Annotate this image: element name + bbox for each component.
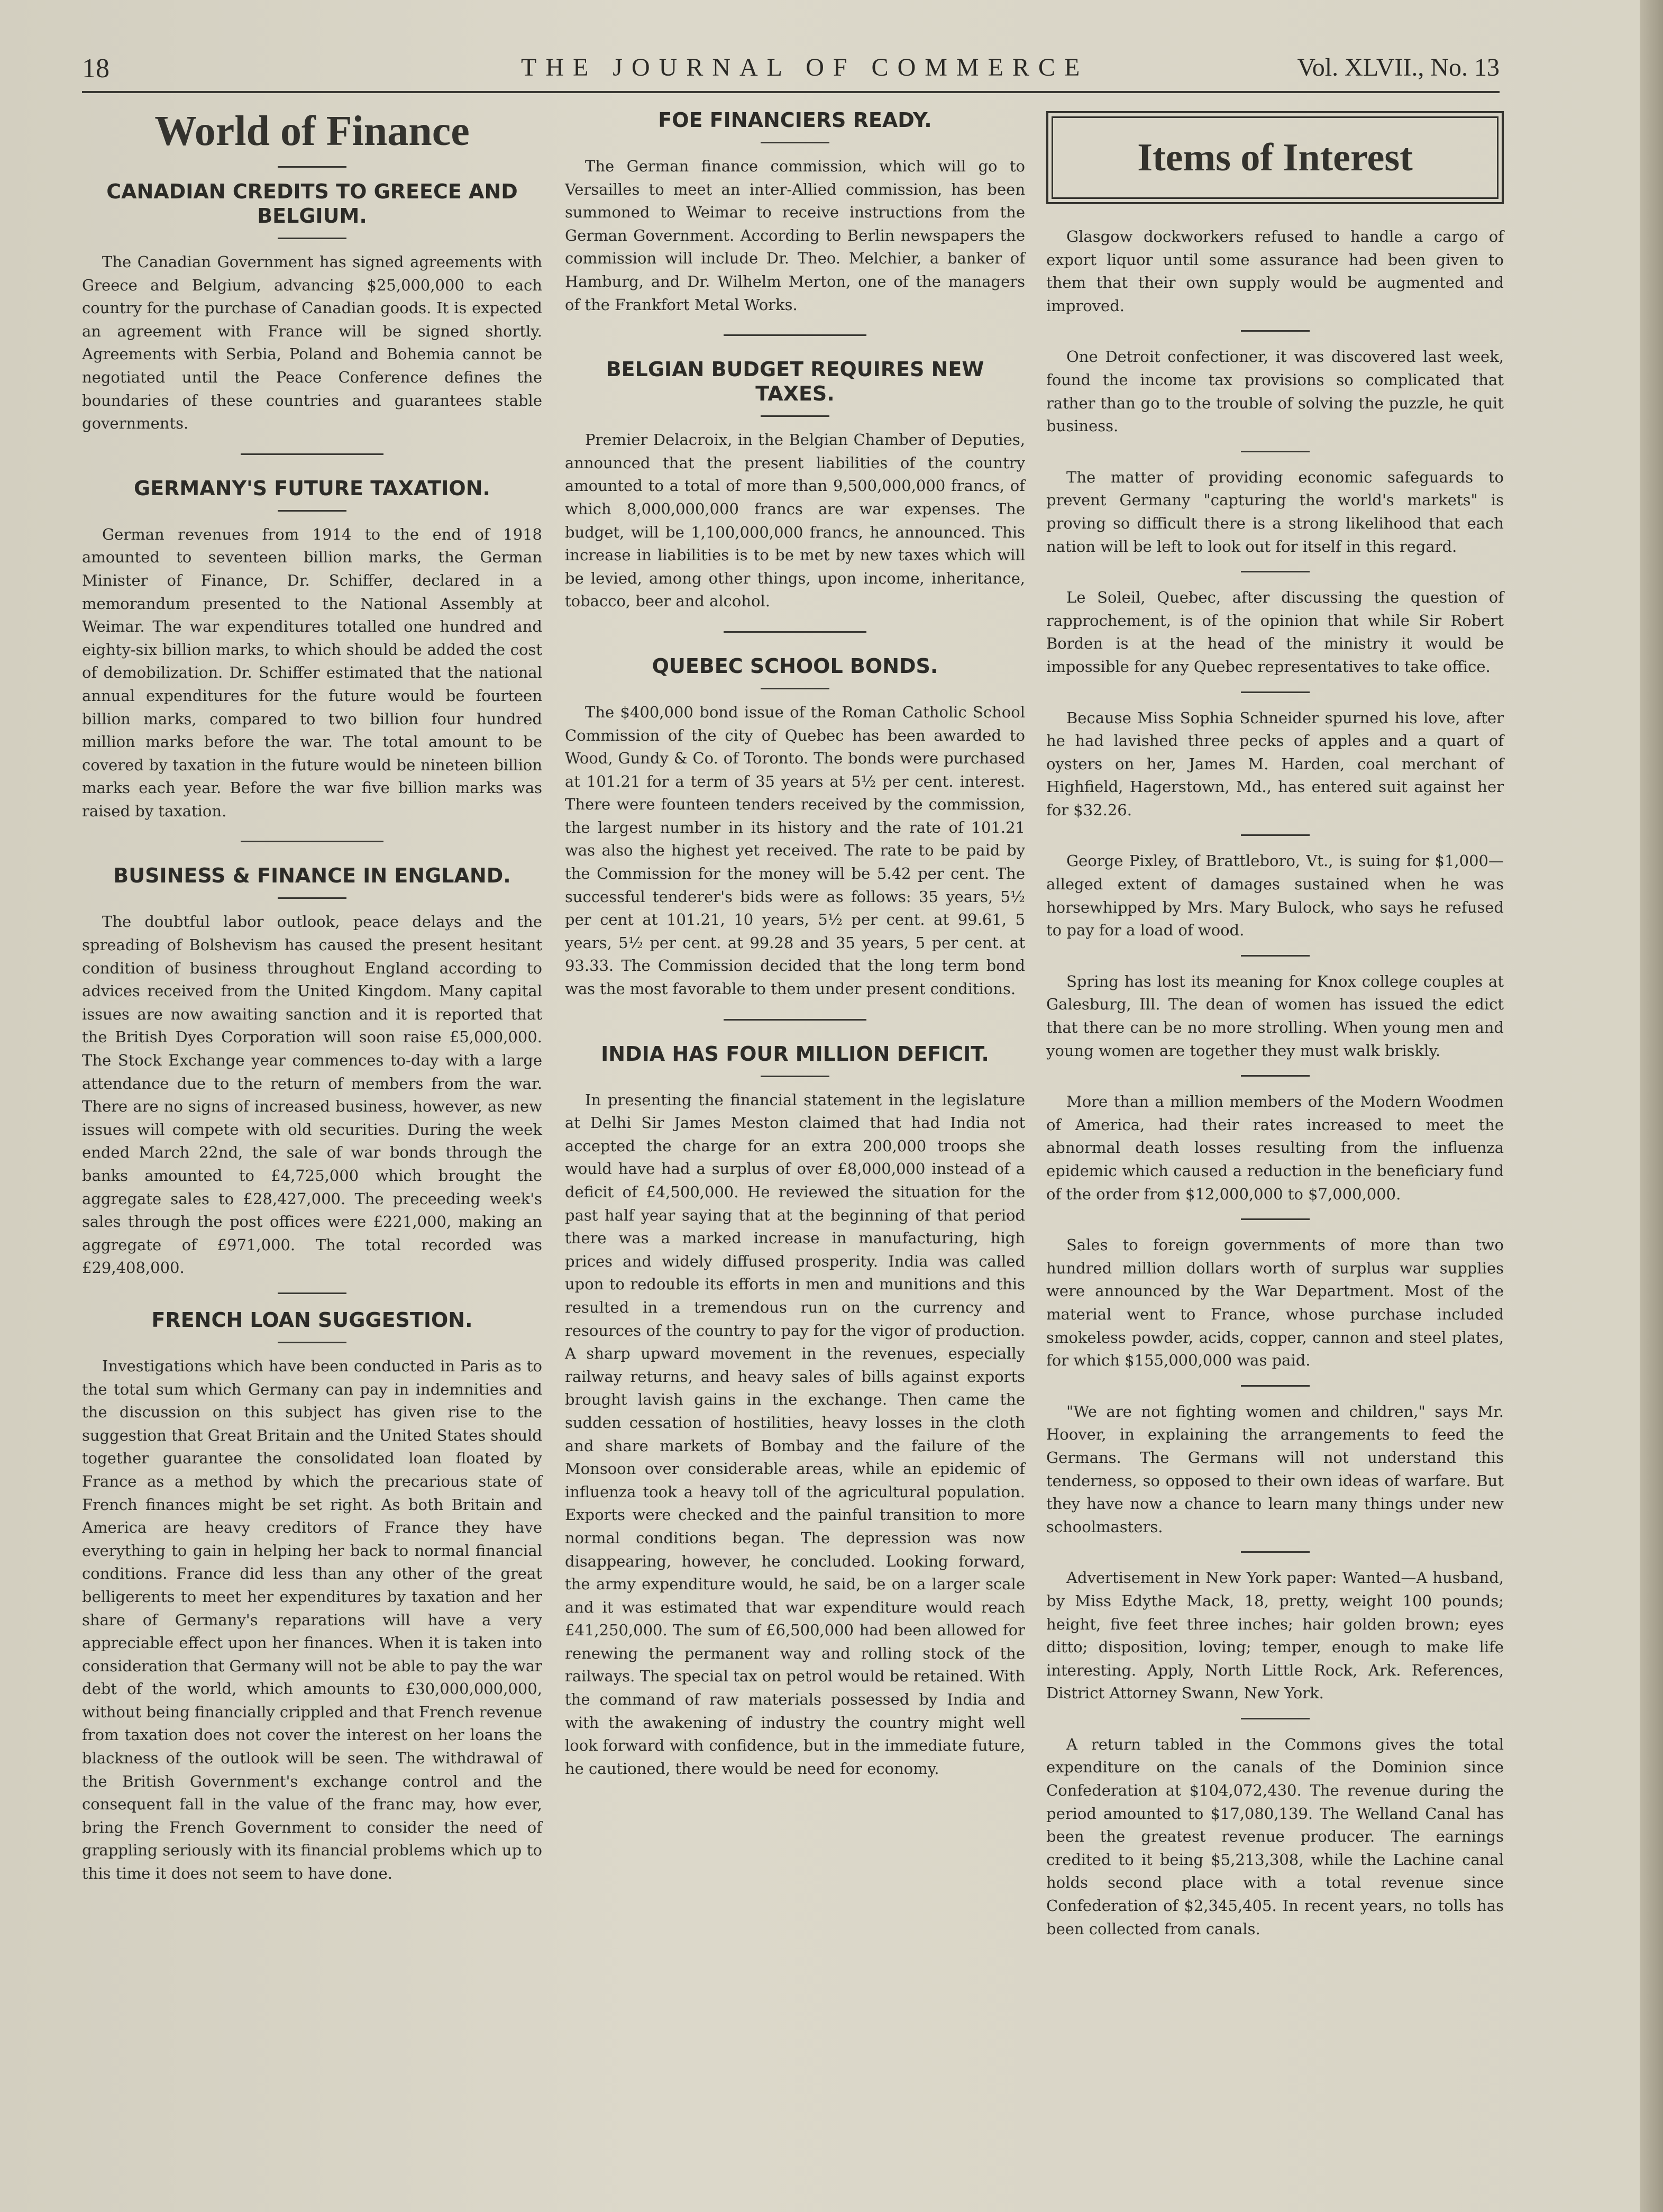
header-rule (82, 91, 1500, 93)
divider (724, 334, 866, 336)
items-of-interest-box-inner (1052, 116, 1498, 199)
news-item: Spring has lost its meaning for Knox college couples at Galesburg, Ill. The dean of women has issued the edict that there can be no more strolling. When young men and young women are together they must walk briskly. (1046, 972, 1504, 1060)
divider (761, 688, 829, 689)
divider (241, 841, 383, 842)
news-item: Glasgow dockworkers refused to handle a cargo of export liquor until some assurance had been given to them that their own supply would be augmented and improved. (1046, 227, 1504, 315)
divider (1241, 1385, 1310, 1387)
article-body: Investigations which have been conducted in Paris as to the total sum which Germany can pay in indemnities and the discussion on this subject has given rise to the suggestion that Great Britain and the United States should together guarantee the consolidated loan floated by France as a method by which the precarious state of French finances might be set right. As both Britain and America are heavy creditors of France they have everything to gain in helping her back to normal financial conditions. France did less than any other of the great belligerents to meet her expenditures by taxation and her share of Germany's reparations will have a very appreciable effect upon her finances. When it is taken into consideration that Germany will not be able to pay the war debt of the world, which amounts to £30,000,000,000, without being financially crippled and that French revenue from taxation does not cover the interest on her loans the blackness of the outlook will be seen. The withdrawal of the British Government's exchange control and the consequent fall in the value of the franc may, how ever, bring the French Government to consider the need of grappling seriously with its financial problems which up to this time it does not seem to have done. (82, 1357, 542, 1883)
divider (1241, 834, 1310, 836)
article-headline: GERMANY'S FUTURE TAXATION. (134, 476, 490, 500)
divider (241, 453, 383, 455)
news-item: Advertisement in New York paper: Wanted—A husband, by Miss Edythe Mack, 18, pretty, weight 100 pounds; height, five feet three inches; hair golden brown; eyes ditto; disposition, loving; temper, enough to make life interesting. Apply, North Little Rock, Ark. References, District Attorney Swann, New York. (1046, 1569, 1504, 1703)
article-body: German revenues from 1914 to the end of 1918 amounted to seventeen billion marks, the German Minister of Finance, Dr. Schiffer, declared in a memorandum presented to the National Assembly at Weimar. The war expenditures totalled one hundred and eighty-six billion marks, to which should be added the cost of demobilization. Dr. Schiffer estimated that the national annual expenditures for the future would be fourteen billion marks, compared to two billion four hundred million marks before the war. The total amount to be covered by taxation in the future would be nineteen billion marks each year. Before the war five billion marks was raised by taxation. (82, 525, 542, 820)
middle-column (565, 101, 1025, 1780)
divider (724, 1019, 866, 1021)
divider (1241, 955, 1310, 957)
article-headline: BUSINESS & FINANCE IN ENGLAND. (113, 864, 511, 888)
section-title-items-of-interest: Items of Interest (1137, 135, 1413, 179)
divider (1241, 691, 1310, 693)
divider (761, 142, 829, 143)
divider (761, 415, 829, 417)
divider (761, 1076, 829, 1077)
news-item: George Pixley, of Brattleboro, Vt., is suing for $1,000—alleged extent of damages sustained when he was horsewhipped by Mrs. Mary Bulock, who says he refused to pay for a load of wood. (1046, 852, 1504, 940)
section-title-world-of-finance: World of Finance (154, 108, 470, 154)
news-item: "We are not fighting women and children," says Mr. Hoover, in explaining the arrangements to feed the Germans. The Germans will not understand this tenderness, so opposed to their own ideas of warfare. But they have now a chance to learn many things under new schoolmasters. (1046, 1402, 1504, 1536)
article-body: In presenting the financial statement in the legislature at Delhi Sir James Meston claimed that had India not accepted the charge for an extra 200,000 troops she would have had a surplus of over £8,000,000 instead of a deficit of £4,500,000. He reviewed the situation for the past half year saying that at the beginning of that period there was a marked increase in manufacturing, high prices and widely diffused prosperity. India was called upon to redouble its efforts in men and munitions and this resulted in a tremendous run on the currency and resources of the country to pay for the vigor of production. A sharp upward movement in the revenues, especially railway returns, and heavy sales of bills against exports brought lavish gains in the exchange. Then came the sudden cessation of hostilities, heavy losses in the cloth and share markets of Bombay and the failure of the Monsoon over considerable areas, while an epidemic of influenza took a heavy toll of the agricultural population. Exports were checked and the painful transition to more normal conditions began. The depression was now disappearing, however, he concluded. Looking forward, the army expenditure would, he said, be on a larger scale and it was estimated that war expenditure would reach £41,250,000. The sum of £6,500,000 had been allowed for renewing the permanent way and rolling stock of the railways. The special tax on petrol would be retained. With the command of raw materials possessed by India and with the awakening of industry the country might well look forward with confidence, but in the immediate future, he cautioned, there would be need for economy. (565, 1090, 1025, 1778)
news-item: More than a million members of the Modern Woodmen of America, had their rates increased to meet the abnormal death losses resulting from the influenza epidemic which caused a reduction in the beneficiary fund of the order from $12,000,000 to $7,000,000. (1046, 1093, 1504, 1203)
article-headline: CANADIAN CREDITS TO GREECE AND BELGIUM. (106, 180, 518, 227)
article-body: Premier Delacroix, in the Belgian Chamber of Deputies, announced that the present liabilities of the country amounted to a total of more than 9,500,000,000 francs, of which 8,000,000,000 francs are war expenses. The budget, will be 1,100,000,000 francs, he announced. This increase in liabilities is to be met by new taxes which will be levied, among other things, upon income, inheritance, tobacco, beer and alcohol. (565, 431, 1025, 611)
divider (278, 1292, 346, 1294)
divider (1241, 571, 1310, 572)
article-headline: INDIA HAS FOUR MILLION DEFICIT. (601, 1042, 989, 1066)
divider (278, 510, 346, 512)
article-headline: BELGIAN BUDGET REQUIRES NEW TAXES. (606, 358, 984, 406)
divider (278, 1342, 346, 1343)
divider (1241, 1551, 1310, 1553)
divider (1241, 1718, 1310, 1719)
news-item: The matter of providing economic safeguards to prevent Germany "capturing the world's markets" is proving so difficult there is a strong likelihood that each nation will be left to look out for itself in this regard. (1046, 468, 1504, 556)
divider (1241, 330, 1310, 332)
news-item: One Detroit confectioner, it was discovered last week, found the income tax provisions so complicated that rather than go to the trouble of solving the puzzle, he quit business. (1046, 348, 1504, 435)
article-headline: FRENCH LOAN SUGGESTION. (151, 1308, 473, 1332)
article-body: The $400,000 bond issue of the Roman Catholic School Commission of the city of Quebec has been awarded to Wood, Gundy & Co. of Toronto. The bonds were purchased at 101.21 for a term of 35 years at 5½ per cent. interest. There were founteen tenders received by the commission, the largest number in its history and the rate of 101.21 was also the highest yet received. The rate to be paid by the Commission for the money will be 5.42 per cent. The successful tenderer's bids were as follows: 35 years, 5½ per cent at 101.21, 10 years, 5½ per cent. at 99.61, 5 years, 5½ per cent. at 99.28 and 35 years, 5 per cent. at 93.33. The Commission decided that the long term bond was the most favorable to them under present conditions. (565, 703, 1025, 998)
article-body: The doubtful labor outlook, peace delays and the spreading of Bolshevism has caused the present hesitant condition of business throughout England according to advices received from the United Kingdom. Many capital issues are now awaiting sanction and it is reported that the British Dyes Corporation will soon raise £5,000,000. The Stock Exchange year commences to-day with a large attendance due to the return of members from the war. There are no signs of increased business, however, as new issues will compete with old securities. During the week ended March 22nd, the sale of war bonds through the banks amounted to £4,725,000 which brought the aggregate sales to £28,427,000. The preceeding week's sales through the post offices were £221,000, making an aggregate of £971,000. The total recorded was £29,408,000. (82, 913, 542, 1277)
divider (724, 631, 866, 633)
items-of-interest-box (1046, 111, 1504, 204)
news-item: Le Soleil, Quebec, after discussing the question of rapprochement, is of the opinion that while Sir Robert Borden is at the head of the ministry it would be impossible for any Quebec representatives to take office. (1046, 588, 1504, 676)
divider (278, 238, 346, 239)
page-header (82, 53, 1500, 95)
divider (1241, 1075, 1310, 1077)
article-body: The German finance commission, which will go to Versailles to meet an inter-Allied commission, has been summoned to Weimar to receive instructions from the German Government. According to Berlin newspapers the commission will include Dr. Theo. Melchier, a banker of Hamburg, and Dr. Wilhelm Merton, one of the managers of the Frankfort Metal Works. (565, 157, 1025, 314)
article-headline: FOE FINANCIERS READY. (658, 108, 932, 132)
publication-title: THE JOURNAL OF COMMERCE (521, 53, 1089, 81)
divider (278, 166, 346, 168)
divider (1241, 1218, 1310, 1220)
divider (278, 897, 346, 899)
article-headline: QUEBEC SCHOOL BONDS. (652, 654, 938, 678)
news-item: A return tabled in the Commons gives the total expenditure on the canals of the Dominion since Confederation at $104,072,430. The revenue during the period amounted to $17,080,139. The Welland Canal has been the greatest revenue producer. The earnings credited to it being $5,213,308, while the Lachine canal holds second place with a total revenue since Confederation of $2,345,405. In recent years, no tolls has been collected from canals. (1046, 1735, 1504, 1938)
page-edge-shadow (1640, 0, 1663, 2212)
news-item: Because Miss Sophia Schneider spurned his love, after he had lavished three pecks of apples and a quart of oysters on her, James M. Harden, coal merchant of Highfield, Hagerstown, Md., has entered suit against her for $32.26. (1046, 708, 1504, 819)
news-item: Sales to foreign governments of more than two hundred million dollars worth of surplus war supplies were announced by the War Department. Most of the material went to France, whose purchase included smokeless powder, acids, copper, cannon and steel plates, for which $155,000,000 was paid. (1046, 1236, 1504, 1370)
divider (1241, 451, 1310, 452)
article-body: The Canadian Government has signed agreements with Greece and Belgium, advancing $25,000,000 to each country for the purchase of Canadian goods. It is expected an agreement with France will be signed shortly. Agreements with Serbia, Poland and Bohemia cannot be negotiated until the Peace Conference defines the boundaries of these countries and guarantees stable governments. (82, 253, 542, 433)
volume-number: Vol. XLVII., No. 13 (1297, 53, 1500, 81)
page-number: 18 (82, 53, 109, 84)
right-column (1046, 101, 1504, 1941)
left-column (82, 101, 542, 1886)
